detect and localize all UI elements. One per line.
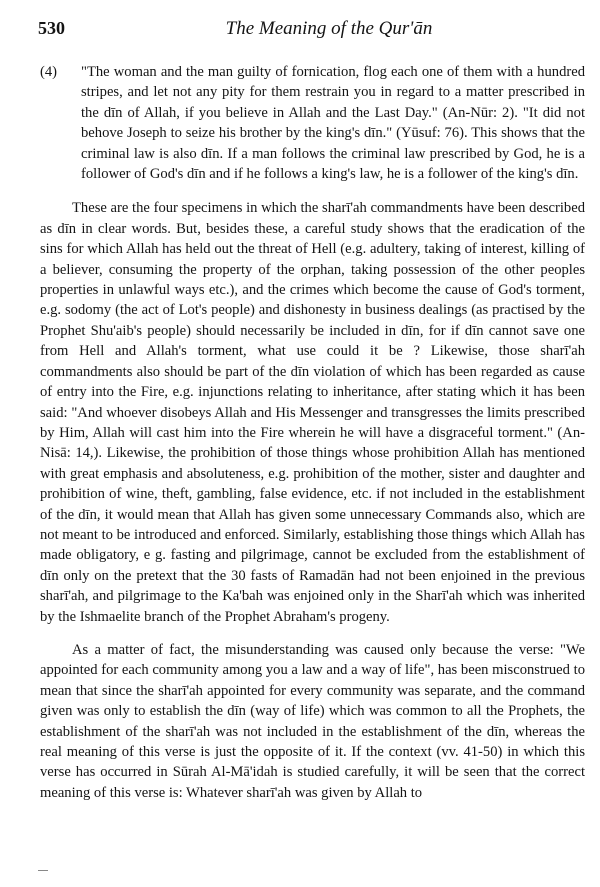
- paragraph: As a matter of fact, the misunderstanding was caused only because the verse: "We appointed for each community among you a law and a way of life", has been misconstrued to mean that since the sharī'ah appointed for every community was separate, and the command given was only to establish the dīn (way of life) which was common to all the Prophets, the establishment of the sharī'ah was not included in the establishment of the dīn, whereas the real meaning of this verse is just the opposite of it. If the context (vv. 41-50) in which this verse has occurred in Sūrah Al-Mā'idah is studied carefully, it will be seen that the correct meaning of this verse is: Whatever sharī'ah was given by Allah to: [40, 641, 585, 801]
- body-text: [40, 62, 585, 803]
- footnote: [40, 62, 585, 184]
- page-number: 530: [38, 18, 65, 38]
- paragraph: These are the four specimens in which the sharī'ah commandments have been described as dīn in clear words. But, besides these, a careful study shows that the eradication of the sins for which Allah has held out the threat of Hell (e.g. adultery, taking of interest, killing of a believer, consuming the property of the orphan, taking possession of the other peoples properties in unlawful ways etc.), and the crimes which become the cause of God's torment, e.g. sodomy (the act of Lot's people) and dishonesty in business dealings (as practised by the Prophet Shu'aib's people) should necessarily be included in dīn, for if dīn cannot save one from Hell and Allah's torment, what use could it be ? Likewise, those sharī'ah commandments also should be part of the dīn violation of which has been regarded as cause of entry into the Fire, e.g. injunctions relating to inheritance, after stating which it has been said: "And whoever disobeys Allah and His Messenger and transgresses the limits prescribed by Him, Allah will cast him into the Fire wherein he will have a disgraceful torment." (An-Nisā: 14,). Likewise, the prohibition of those things whose prohibition Allah has mentioned with great emphasis and absoluteness, e.g. prohibition of the mother, sister and daughter and prohibition of wine, theft, gambling, false evidence, etc. if not included in the establishment of the dīn, it would mean that Allah has given some unnecessary Commands also, which are not meant to be introduced and enforced. Similarly, establishing those things which Allah has made obligatory, e g. fasting and pilgrimage, cannot be excluded from the establishment of dīn only on the pretext that the 30 fasts of Ramadān had not been enjoined in the previous sharī'ah, and pilgrimage to the Ka'bah was enjoined only in the Sharī'ah which was inherited by the Ishmaelite branch of the Prophet Abraham's progeny.: [40, 200, 585, 625]
- footnote-text: "The woman and the man guilty of fornication, flog each one of them with a hundred stripes, and let not any pity for them restrain you in regard to a matter prescribed in the dīn of Allah, if you believe in Allah and the Last Day." (An-Nūr: 2). "It did not behove Joseph to seize his brother by the king's dīn." (Yūsuf: 76). This shows that the criminal law is also dīn. If a man follows the criminal law prescribed by God, he is a follower of God's dīn and if he follows a king's law, he is a follower of the king's dīn.: [81, 64, 585, 183]
- footnote-number: (4): [40, 64, 58, 80]
- page-header: [38, 18, 580, 44]
- scan-mark: [38, 870, 48, 871]
- running-title: The Meaning of the Qur'ān: [225, 18, 433, 39]
